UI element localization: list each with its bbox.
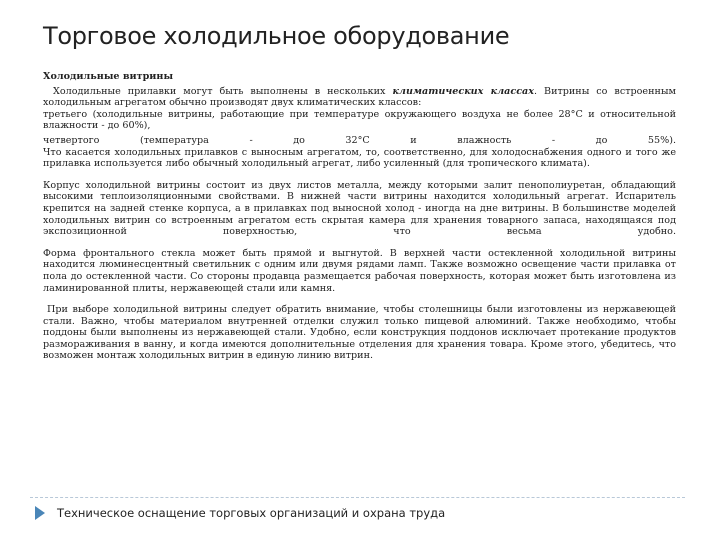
paragraph-third-class: третьего (холодильные витрины, работающие при температуре окружающего воздуха не более 28°С и относительной влажности - до 60%), (43, 108, 676, 132)
paragraph-front-glass: Форма фронтального стекла может быть прямой и выгнутой. В верхней части остекленной холодильной витрины находится люминесцентный светильник с одним или двумя рядами ламп. Также возможно освещение части прилавка от пола до остекленной части. Со стороны продавца размещается рабочая поверхность, которая может быть изготовлена из ламинированной плиты, нержавеющей стали или камня. (43, 247, 676, 294)
slide-title: Торговое холодильное оборудование (43, 22, 510, 50)
footer-divider (30, 497, 685, 498)
paragraph-selection-tips: При выборе холодильной витрины следует обратить внимание, чтобы столешницы были изготовлены из нержавеющей стали. Важно, чтобы материалом внутренней отделки служил только пищевой алюминий. Также необходимо, чтобы поддоны были выполнены из нержавеющей стали. Удобно, если конструкция поддонов исключает протекание продуктов размораживания в ванну, и когда имеются дополнительные отделения для хранения товара. Кроме этого, убедитесь, что возможен монтаж холодильных витрин в единую линию витрин. (43, 304, 676, 362)
footer-caption: Техническое оснащение торговых организаций и охрана труда (57, 506, 446, 520)
section-heading: Холодильные витрины (43, 71, 174, 82)
paragraph-climate-classes-text-b: . Витрины со встроенным холодильным агрегатом обычно производят двух климатических классов: (43, 85, 676, 109)
paragraph-climate-classes (43, 86, 676, 109)
climate-classes-emphasis: климатических классах (392, 85, 534, 97)
arrow-right-icon (35, 506, 45, 520)
paragraph-remote-unit: Что касается холодильных прилавков с выносным агрегатом, то, соответственно, для холодоснабжения одного и того же прилавка используется либо обычный холодильный агрегат, либо усиленный (для тропического климата). (43, 146, 676, 170)
paragraph-body-construction: Корпус холодильной витрины состоит из двух листов металла, между которыми залит пенополиуретан, обладающий высокими теплоизоляционными свойствами. В нижней части витрины находится холодильный агрегат. Испаритель крепится на задней стенке корпуса, а в прилавках под выносной холод - иногда на дне витрины. В большинстве моделей холодильных витрин со встроенным агрегатом есть скрытая камера для хранения товарного запаса, находящаяся под экспозиционной поверхностью, что весьма удобно. (43, 179, 676, 238)
paragraph-climate-classes-text-a: Холодильные прилавки могут быть выполнены в нескольких (53, 85, 393, 97)
paragraph-fourth-class: четвертого (температура - до 32°С и влажность - до 55%). (43, 134, 676, 146)
slide-content (43, 71, 676, 362)
